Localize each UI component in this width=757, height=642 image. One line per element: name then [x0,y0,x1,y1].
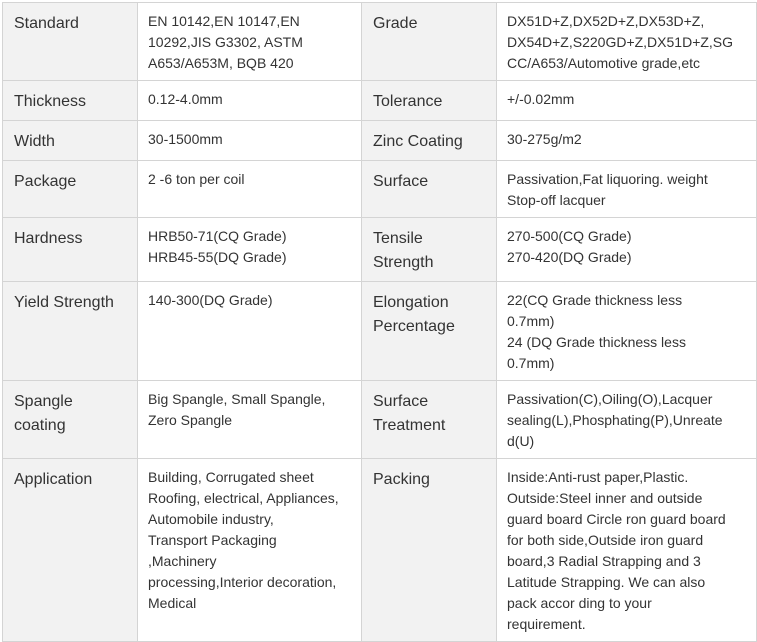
cell-text-line: sealing(L),Phosphating(P),Unreate [507,412,723,428]
cell-text-line: Stop-off lacquer [507,192,606,208]
cell-text-line: HRB45-55(DQ Grade) [148,249,287,265]
row-label [3,121,138,161]
cell-text-line: Big Spangle, Small Spangle, [148,391,326,407]
row-value [138,3,362,81]
cell-text-line: d(U) [507,433,535,449]
row-label [362,161,497,218]
row-label [3,459,138,642]
row-label [362,459,497,642]
cell-text-line: Latitude Strapping. We can also [507,574,706,590]
cell-text-line: Transport Packaging [148,532,277,548]
row-value [138,459,362,642]
cell-text-line: Treatment [373,417,446,434]
cell-text-line: Standard [14,15,79,32]
row-label [3,218,138,282]
row-label [362,81,497,121]
cell-text-line: coating [14,417,66,434]
row-value [497,3,757,81]
cell-text-line: Surface [373,173,429,190]
row-label [3,381,138,459]
row-value [497,282,757,381]
cell-text-line: Automobile industry, [148,511,274,527]
row-label [362,3,497,81]
cell-text-line: A653/A653M, BQB 420 [148,55,294,71]
cell-text-line: Hardness [14,230,83,247]
cell-text-line: Inside:Anti-rust paper,Plastic. [507,469,689,485]
cell-text-line: +/-0.02mm [507,91,575,107]
row-label [3,3,138,81]
cell-text-line: ,Machinery [148,553,217,569]
cell-text-line: guard board Circle ron guard board [507,511,726,527]
cell-text-line: Zinc Coating [373,133,463,150]
cell-text-line: Application [14,471,93,488]
cell-text-line: Outside:Steel inner and outside [507,490,703,506]
cell-text-line: HRB50-71(CQ Grade) [148,228,287,244]
cell-text-line: 0.7mm) [507,355,555,371]
row-value [497,161,757,218]
cell-text-line: 0.7mm) [507,313,555,329]
cell-text-line: Percentage [373,318,455,335]
row-value [138,218,362,282]
cell-text-line: DX54D+Z,S220GD+Z,DX51D+Z,SG [507,34,734,50]
cell-text-line: 10292,JIS G3302, ASTM [148,34,303,50]
cell-text-line: 30-275g/m2 [507,131,582,147]
row-label [362,121,497,161]
spec-table [2,2,757,642]
row-value [138,161,362,218]
cell-text-line: for both side,Outside iron guard [507,532,704,548]
cell-text-line: Medical [148,595,197,611]
table-row [3,3,757,81]
cell-text-line: EN 10142,EN 10147,EN [148,13,300,29]
row-label [3,161,138,218]
cell-text-line: Tolerance [373,93,443,110]
cell-text-line: Packing [373,471,430,488]
cell-text-line: Grade [373,15,418,32]
row-label [362,381,497,459]
cell-text-line: 140-300(DQ Grade) [148,292,273,308]
cell-text-line: Surface [373,393,429,410]
cell-text-line: DX51D+Z,DX52D+Z,DX53D+Z, [507,13,705,29]
table-row [3,381,757,459]
table-row [3,282,757,381]
cell-text-line: CC/A653/Automotive grade,etc [507,55,700,71]
cell-text-line: Passivation(C),Oiling(O),Lacquer [507,391,713,407]
cell-text-line: 2 -6 ton per coil [148,171,245,187]
row-label [3,282,138,381]
row-value [138,81,362,121]
row-value [138,381,362,459]
cell-text-line: 30-1500mm [148,131,223,147]
row-label [362,282,497,381]
cell-text-line: 270-500(CQ Grade) [507,228,632,244]
row-value [138,282,362,381]
cell-text-line: board,3 Radial Strapping and 3 [507,553,701,569]
row-label [362,218,497,282]
row-value [497,218,757,282]
table-row [3,218,757,282]
row-value [497,459,757,642]
cell-text-line: 0.12-4.0mm [148,91,223,107]
table-row [3,121,757,161]
cell-text-line: Building, Corrugated sheet [148,469,314,485]
row-label [3,81,138,121]
cell-text-line: Width [14,133,55,150]
row-value [497,81,757,121]
cell-text-line: 22(CQ Grade thickness less [507,292,683,308]
cell-text-line: Passivation,Fat liquoring. weight [507,171,708,187]
cell-text-line: Zero Spangle [148,412,233,428]
cell-text-line: Spangle [14,393,73,410]
cell-text-line: Package [14,173,77,190]
cell-text-line: Elongation [373,294,449,311]
table-row [3,81,757,121]
table-row [3,161,757,218]
cell-text-line: Strength [373,254,434,271]
cell-text-line: Thickness [14,93,87,110]
cell-text-line: Tensile [373,230,423,247]
cell-text-line: 270-420(DQ Grade) [507,249,632,265]
cell-text-line: 24 (DQ Grade thickness less [507,334,686,350]
cell-text-line: requirement. [507,616,586,632]
row-value [497,381,757,459]
cell-text-line: Roofing, electrical, Appliances, [148,490,339,506]
cell-text-line: pack accor ding to your [507,595,652,611]
row-value [138,121,362,161]
cell-text-line: processing,Interior decoration, [148,574,337,590]
row-value [497,121,757,161]
cell-text-line: Yield Strength [14,294,114,311]
table-row [3,459,757,642]
